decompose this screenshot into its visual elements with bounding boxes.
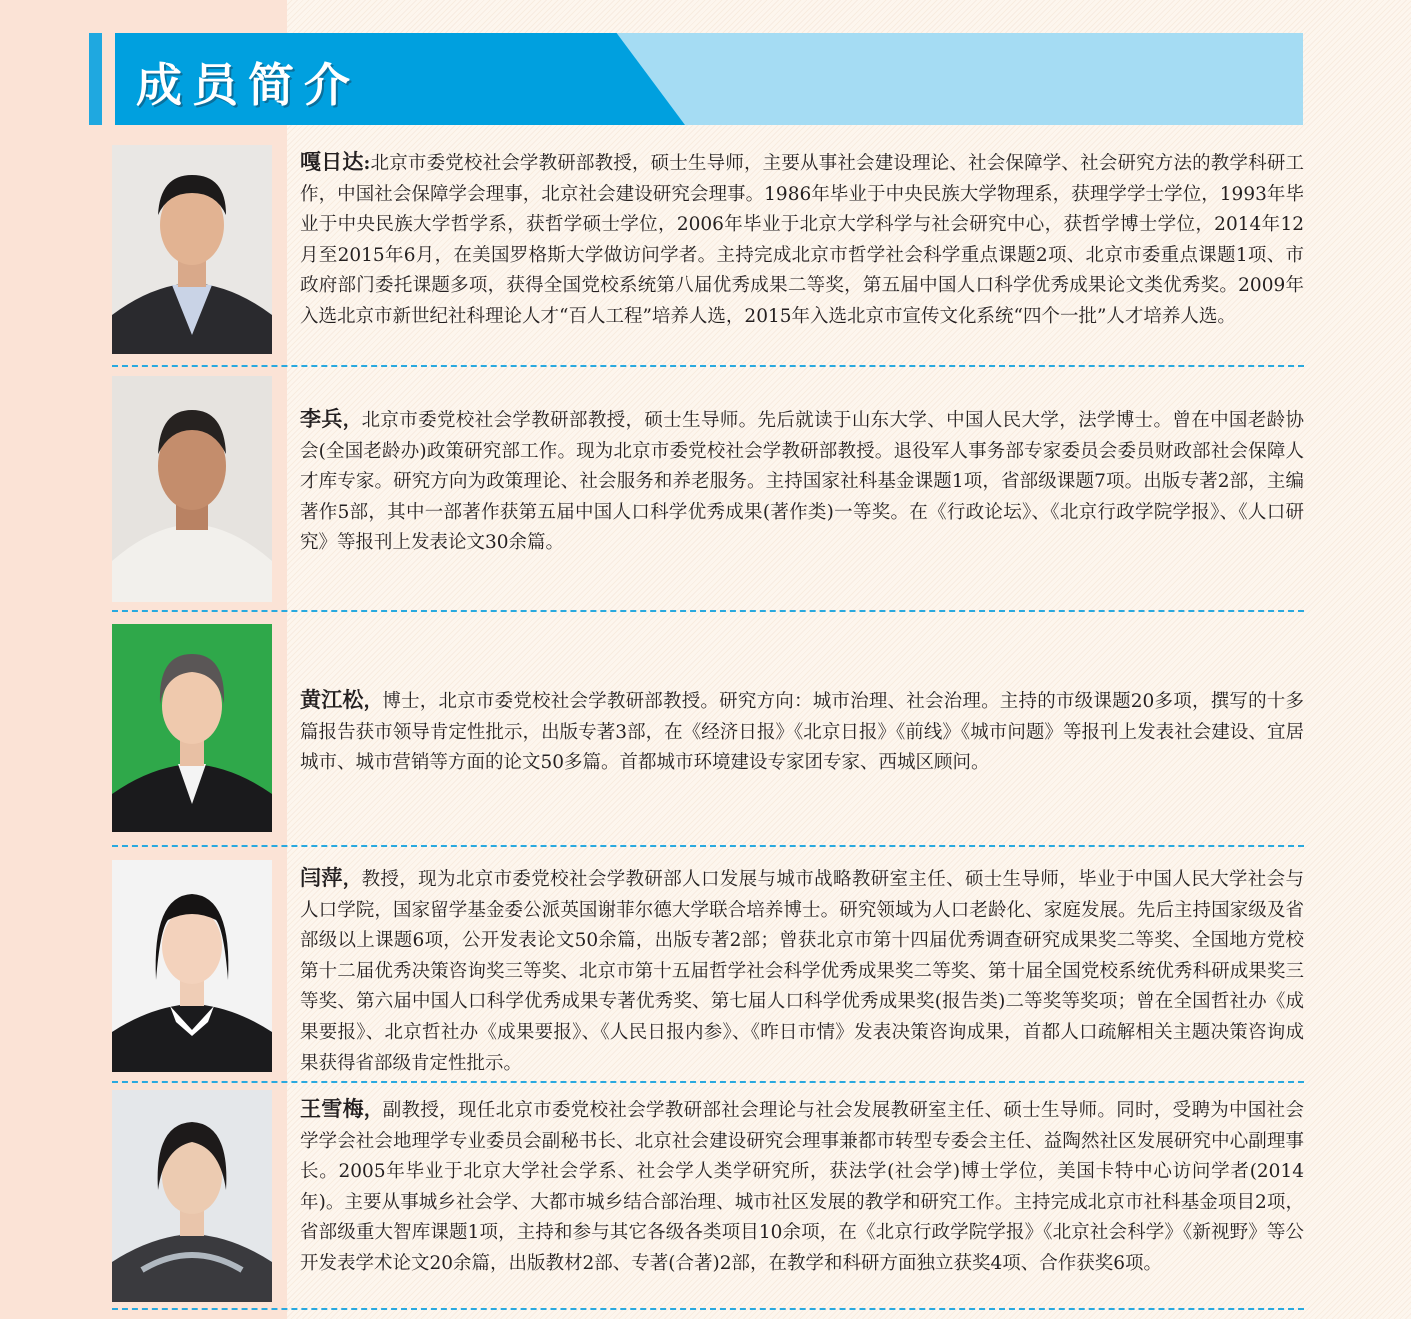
- name-separator: ，: [342, 410, 362, 431]
- page-title: 成员简介: [136, 58, 360, 112]
- member-name: 嘎日达: [300, 150, 364, 174]
- portrait-woman-icon: [112, 624, 272, 832]
- divider: [112, 365, 1304, 367]
- member-name: 黄江松: [300, 688, 364, 712]
- portrait-woman-icon: [112, 1090, 272, 1302]
- member-name: 闫萍: [300, 866, 343, 890]
- portrait-woman-icon: [112, 860, 272, 1072]
- member-bio-text: 副教授，现任北京市委党校社会学教研部社会理论与社会发展教研室主任、硕士生导师。同时，受聘为中国社会学学会社会地理学专业委员会副秘书长、北京社会建设研究会理事兼都市转型专委会主任、益陶然社区发展研究中心副理事长。2005年毕业于北京大学社会学系、社会学人类学研究所，获法学(社会学)博士学位，美国卡特中心访问学者(2014年)。主要从事城乡社会学、大都市城乡结合部治理、城市社区发展的教学和研究工作。主持完成北京市社科基金项目2项，省部级重大智库课题1项，主持和参与其它各级各类项目10余项，在《北京行政学院学报》《北京社会科学》《新视野》等公开发表学术论文20余篇，出版教材2部、专著(合著)2部，在教学和科研方面独立获奖4项、合作获奖6项。: [300, 1100, 1304, 1274]
- divider: [112, 845, 1304, 847]
- divider: [112, 1308, 1304, 1310]
- member-photo: [112, 860, 272, 1072]
- member-name: 王雪梅: [300, 1097, 364, 1121]
- header-accent-bar: [89, 33, 102, 125]
- member-bio-text: 博士，北京市委党校社会学教研部教授。研究方向：城市治理、社会治理。主持的市级课题20多项，撰写的十多篇报告获市领导肯定性批示，出版专著3部，在《经济日报》《北京日报》《前线》《城市问题》等报刊上发表社会建设、宜居城市、城市营销等方面的论文50多篇。首都城市环境建设专家团专家、西城区顾问。: [300, 691, 1305, 774]
- member-photo: [112, 624, 272, 832]
- member-bio: [300, 1094, 1304, 1280]
- portrait-man-icon: [112, 145, 272, 354]
- portrait-man-icon: [112, 376, 272, 602]
- member-photo: [112, 1090, 272, 1302]
- member-bio-text: 北京市委党校社会学教研部教授，硕士生导师。先后就读于山东大学、中国人民大学，法学博士。曾在中国老龄协会(全国老龄办)政策研究部工作。现为北京市委党校社会学教研部教授。退役军人事务部专家委员会委员财政部社会保障人才库专家。研究方向为政策理论、社会服务和养老服务。主持国家社科基金课题1项，省部级课题7项。出版专著2部，主编著作5部，其中一部著作获第五届中国人口科学优秀成果(著作类)一等奖。在《行政论坛》、《北京行政学院学报》、《人口研究》等报刊上发表论文30余篇。: [300, 410, 1304, 554]
- member-bio: [300, 404, 1304, 559]
- member-bio: [300, 863, 1304, 1079]
- divider: [112, 610, 1304, 612]
- member-bio: [300, 685, 1304, 779]
- name-separator: :: [363, 153, 371, 174]
- section-header: [89, 33, 1303, 125]
- name-separator: ，: [363, 1100, 383, 1121]
- name-separator: ，: [342, 869, 362, 890]
- name-separator: ，: [363, 691, 383, 712]
- member-bio: [300, 147, 1304, 333]
- member-bio-text: 教授，现为北京市委党校社会学教研部人口发展与城市战略教研室主任、硕士生导师，毕业于中国人民大学社会与人口学院，国家留学基金委公派英国谢菲尔德大学联合培养博士。研究领域为人口老龄化、家庭发展。先后主持国家级及省部级以上课题6项，公开发表论文50余篇，出版专著2部；曾获北京市第十四届优秀调查研究成果奖二等奖、全国地方党校第十二届优秀决策咨询奖三等奖、北京市第十五届哲学社会科学优秀成果奖二等奖、第十届全国党校系统优秀科研成果奖三等奖、第六届中国人口科学优秀成果专著优秀奖、第七届人口科学优秀成果奖(报告类)二等奖等奖项；曾在全国哲社办《成果要报》、北京哲社办《成果要报》、《人民日报内参》、《昨日市情》发表决策咨询成果，首都人口疏解相关主题决策咨询成果获得省部级肯定性批示。: [300, 869, 1304, 1074]
- divider: [112, 1081, 1304, 1083]
- member-photo: [112, 376, 272, 602]
- member-bio-text: 北京市委党校社会学教研部教授，硕士生导师，主要从事社会建设理论、社会保障学、社会研究方法的教学科研工作，中国社会保障学会理事，北京社会建设研究会理事。1986年毕业于中央民族大学物理系，获理学学士学位，1993年毕业于中央民族大学哲学系，获哲学硕士学位，2006年毕业于北京大学科学与社会研究中心，获哲学博士学位，2014年12月至2015年6月，在美国罗格斯大学做访问学者。主持完成北京市哲学社会科学重点课题2项、北京市委重点课题1项、市政府部门委托课题多项，获得全国党校系统第八届优秀成果二等奖，第五届中国人口科学优秀成果论文类优秀奖。2009年入选北京市新世纪社科理论人才“百人工程”培养人选，2015年入选北京市宣传文化系统“四个一批”人才培养人选。: [300, 153, 1305, 327]
- member-name: 李兵: [300, 407, 343, 431]
- member-photo: [112, 145, 272, 354]
